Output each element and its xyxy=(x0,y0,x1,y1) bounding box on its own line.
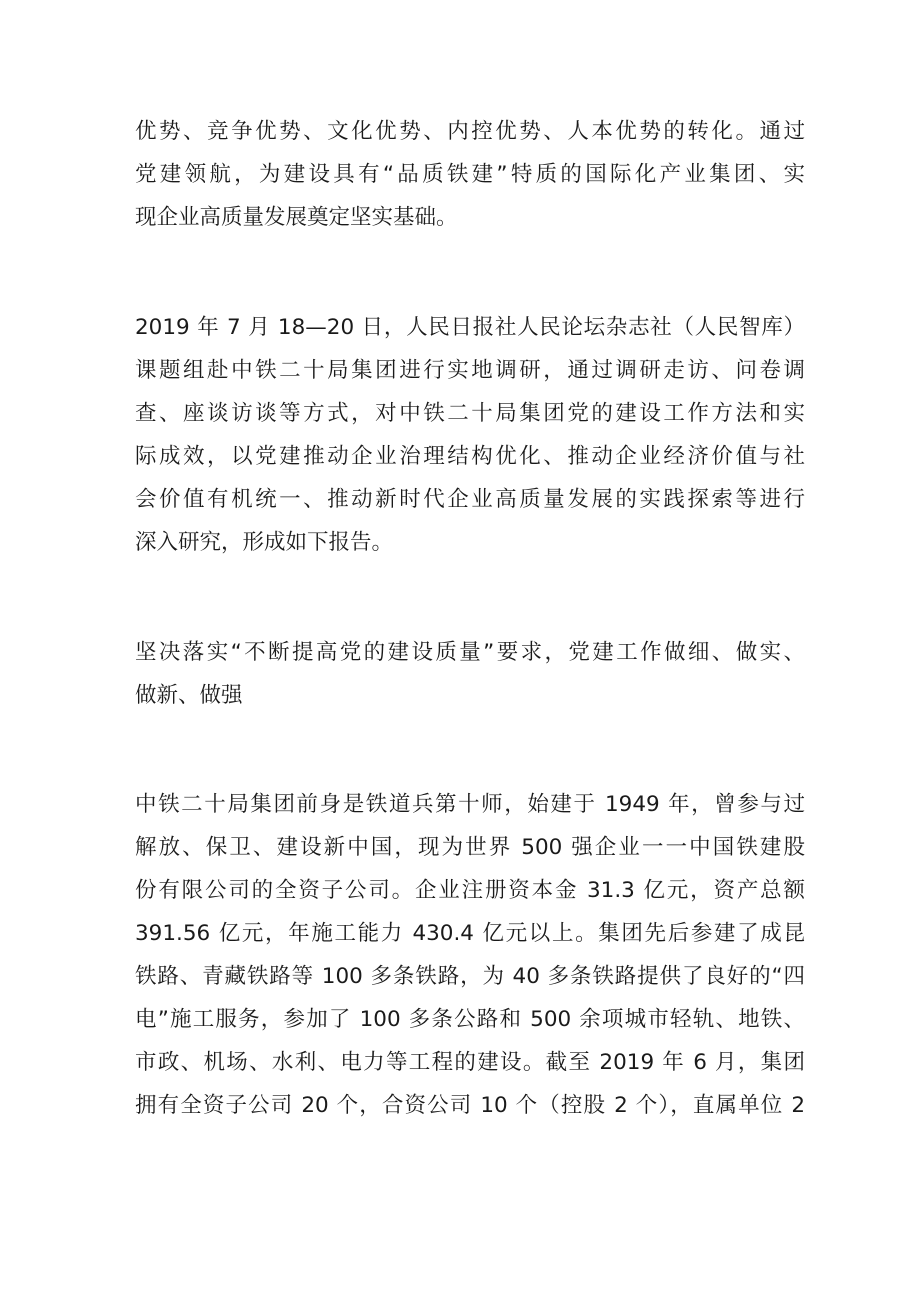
text-line: 际成效，以党建推动企业治理结构优化、推动企业经济价值与社 xyxy=(135,444,805,469)
text-line: 391.56 亿元，年施工能力 430.4 亿元以上。集团先后参建了成昆 xyxy=(135,921,805,946)
text-line: 坚决落实“不断提高党的建设质量”要求，党建工作做细、做实、 xyxy=(135,640,805,665)
section-heading xyxy=(135,631,805,717)
paragraph-intro xyxy=(135,110,805,239)
text-line: 2019 年 7 月 18—20 日，人民日报社人民论坛杂志社（人民智库） xyxy=(135,315,805,340)
paragraph-research xyxy=(135,306,805,564)
text-line: 查、座谈访谈等方式，对中铁二十局集团党的建设工作方法和实 xyxy=(135,401,805,426)
text-line: 会价值有机统一、推动新时代企业高质量发展的实践探索等进行 xyxy=(135,487,805,512)
text-line: 做新、做强 xyxy=(135,683,243,708)
text-line: 优势、竞争优势、文化优势、内控优势、人本优势的转化。通过 xyxy=(135,119,805,144)
paragraph-company-profile xyxy=(135,783,805,1127)
text-line: 课题组赴中铁二十局集团进行实地调研，通过调研走访、问卷调 xyxy=(135,358,805,383)
text-line: 党建领航，为建设具有“品质铁建”特质的国际化产业集团、实 xyxy=(135,162,805,187)
text-line: 电”施工服务，参加了 100 多条公路和 500 余项城市轻轨、地铁、 xyxy=(135,1007,805,1032)
text-line: 深入研究，形成如下报告。 xyxy=(135,530,394,555)
text-line: 解放、保卫、建设新中国，现为世界 500 强企业一一中国铁建股 xyxy=(135,835,805,860)
text-line: 份有限公司的全资子公司。企业注册资本金 31.3 亿元，资产总额 xyxy=(135,878,805,903)
text-line: 铁路、青藏铁路等 100 多条铁路，为 40 多条铁路提供了良好的“四 xyxy=(135,964,805,989)
text-line: 现企业高质量发展奠定坚实基础。 xyxy=(135,205,458,230)
text-line: 市政、机场、水利、电力等工程的建设。截至 2019 年 6 月，集团 xyxy=(135,1050,805,1075)
text-line: 拥有全资子公司 20 个，合资公司 10 个（控股 2 个），直属单位 2 xyxy=(135,1093,805,1118)
text-line: 中铁二十局集团前身是铁道兵第十师，始建于 1949 年，曾参与过 xyxy=(135,792,805,817)
